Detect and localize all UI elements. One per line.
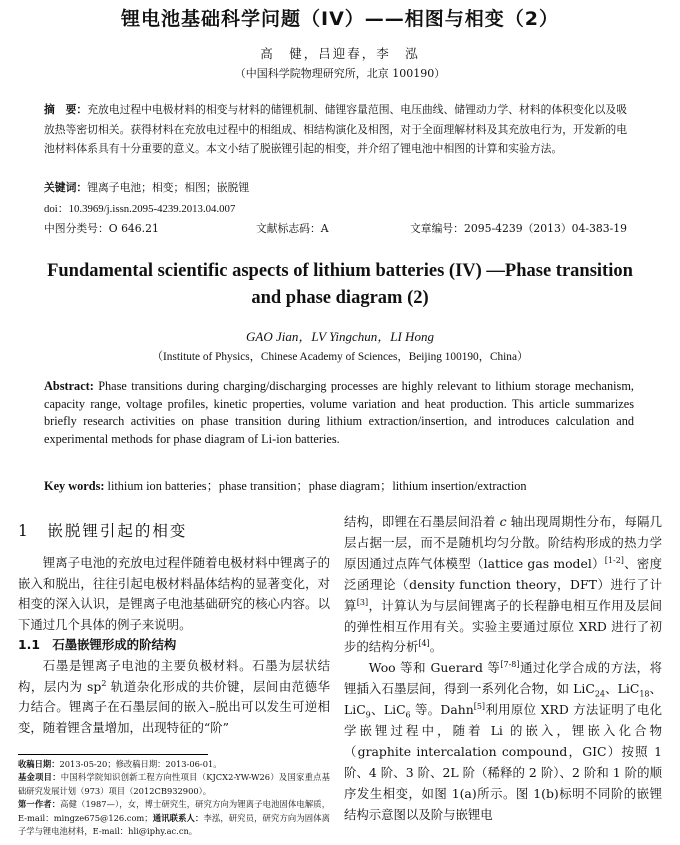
chinese-abstract-label: 摘 要： (44, 103, 88, 116)
english-title: Fundamental scientific aspects of lithium batteries (IV) —Phase transition and phase diagram (2) (47, 261, 633, 308)
rp1-ref3: [4] (418, 639, 430, 649)
rp2-e: 、LiC (370, 702, 406, 718)
clc-number: 中图分类号：O 646.21 (44, 222, 159, 235)
rp2-b: 通过化学合成的方法，将锂插入石墨层间，得到一系列化合物，如 LiC (344, 660, 663, 697)
subsection-1-1-heading: 1.1 石墨嵌锂形成的阶结构 (18, 637, 177, 653)
document-code: 文献标志码：A (256, 222, 329, 235)
rp2-ref2: [5] (473, 702, 486, 712)
footnote-contact-text: 李泓，研究员，研究方向为固体离子学与锂电池材料，E-mail：hli@iphy.ac.cn。 (18, 812, 330, 837)
english-keywords-label: Key words: (44, 479, 105, 493)
right-column (344, 512, 662, 826)
english-keywords-text: lithium ion batteries；phase transition；phase diagram；lithium insertion/extraction (107, 479, 527, 493)
chinese-keywords-label: 关键词： (44, 181, 88, 194)
para2-text-b: 轨道杂化形成的共价键，层间由范德华力结合。锂离子在石墨层间的嵌入–脱出可以发生可逆相变，随着锂含量增加，出现特征的“阶” (18, 678, 330, 735)
chinese-abstract (44, 100, 634, 159)
footnote-fund (18, 771, 330, 798)
rp2-c: 、LiC (605, 681, 640, 697)
rp2-g: 利用原位 XRD 方法证明了电化学嵌锂过程中，随着 Li 的嵌入，锂嵌入化合物（graphite intercalation compound，GIC）按照 1 阶、4 阶、3 阶、2L 阶（稀释的 2 阶）、2 阶和 1 阶的顺序发生相变，如图 1(a)所示。图 1(b)标明不同阶的嵌锂结构示意图以及阶与嵌锂电 (344, 702, 662, 822)
rp1-b: 轴出现周期性分布，每隔几层占据一层，而不是随机均匀分散。阶结构形成的热力学原因通过点阵气体模型（lattice gas model） (344, 514, 662, 571)
rp2-sub2: 18 (639, 689, 650, 699)
rp1-ref1: [1-2] (604, 555, 624, 565)
chinese-keywords-text: 锂离子电池；相变；相图；嵌脱锂 (87, 181, 250, 194)
chinese-title: 锂电池基础科学问题（IV）——相图与相变（2） (121, 8, 559, 30)
english-affiliation: （Institute of Physics，Chinese Academy of Sciences，Beijing 100190，China） (151, 351, 529, 363)
english-abstract (44, 378, 634, 449)
footnote-fund-text: 中国科学院知识创新工程方向性项目（KJCX2-YW-W26）及国家重点基础研究发展计划（973）项目（2012CB932900）。 (18, 772, 330, 796)
rp2-f: 等。Dahn (410, 702, 474, 718)
footnote-received-text: 2013-05-20；修改稿日期：2013-06-01。 (59, 759, 222, 769)
rp2-sub3: 9 (365, 710, 371, 720)
right-paragraph-1 (344, 512, 662, 658)
article-number: 文章编号：2095-4239（2013）04-383-19 (410, 222, 628, 235)
rp1-d: 、密度泛函理论（density function theory，DFT）进行了计算 (344, 555, 662, 613)
rp1-e: ，计算认为与层间锂离子的长程静电相互作用及层间的弹性相互作用有关。实验主要通过原位 XRD 进行了初步的结构分析 (344, 597, 663, 655)
footnote-authors (18, 798, 330, 838)
footnote-received (18, 758, 330, 771)
footnote-divider (18, 754, 208, 755)
footnote-author1-label: 第一作者： (18, 799, 61, 810)
subsection-1-1-paragraph (18, 656, 330, 738)
footnote-received-label: 收稿日期： (18, 759, 60, 769)
footnote-fund-label: 基金项目： (18, 772, 61, 783)
english-authors: GAO Jian，LV Yingchun，LI Hong (246, 329, 434, 344)
rp2-ref1: [7-8] (500, 660, 520, 670)
classification-row (44, 221, 644, 237)
english-abstract-text: Phase transitions during charging/discharging processes are highly relevant to lithium storage mechanism, capacity range, voltage profiles, kinetic properties, volume variation and heat production. This article summarizes briefly research activities on phase transition during lithium extraction/insertion, and introduces calculation and experimental methods for phase diagram of Li-ion batteries. (44, 379, 634, 447)
section-1-heading: 1 嵌脱锂引起的相变 (18, 522, 188, 540)
para2-text-a: 石墨是锂离子电池的主要负极材料。石墨为层状结构，层内为 sp (18, 657, 330, 694)
chinese-abstract-text: 充放电过程中电极材料的相变与材料的储锂机制、储锂容量范围、电压曲线、储锂动力学、材料的体积变化以及吸放热等密切相关。获得材料在充放电过程中的相组成、相结构演化及相图，对于全面理解材料及其充放电行为，开发新的电池材料体系具有十分重要的意义。本文小结了脱嵌锂引起的相变，并介绍了锂电池中相图的计算和实验方法。 (44, 103, 628, 155)
rp2-d: 、LiC (344, 681, 663, 718)
para2-sup: 2 (101, 678, 107, 688)
rp1-f: 。 (429, 639, 443, 655)
rp2-sub4: 6 (405, 710, 411, 720)
chinese-affiliation: （中国科学院物理研究所，北京 100190） (234, 67, 446, 80)
english-abstract-label: Abstract: (44, 379, 94, 393)
english-keywords (44, 476, 527, 494)
rp2-a: Woo 等和 Guerard 等 (368, 660, 501, 676)
footnotes (18, 758, 330, 838)
chinese-keywords (44, 180, 249, 195)
doi: doi：10.3969/j.issn.2095-4239.2013.04.007 (44, 203, 236, 215)
rp1-ref2: [3] (356, 597, 369, 607)
footnote-author1-text: 高健（1987—），女，博士研究生，研究方向为锂离子电池固体电解质，E-mail：mingze675@126.com； (18, 799, 330, 823)
section-1-paragraph: 锂离子电池的充放电过程伴随着电极材料中锂离子的嵌入和脱出，往往引起电极材料晶体结构的显著变化，对相变的深入认识，是锂离子电池基础研究的核心内容。以下通过几个具体的例子来说明。 (18, 555, 330, 632)
rp2-sub1: 24 (594, 689, 606, 699)
footnote-contact-label: 通讯联系人： (152, 812, 204, 823)
rp1-c-axis: c (499, 514, 507, 529)
left-column (18, 517, 330, 738)
rp1-a: 结构，即锂在石墨层间沿着 (344, 514, 500, 529)
right-paragraph-2 (344, 658, 662, 825)
chinese-authors: 高 健，吕迎春，李 泓 (260, 46, 420, 61)
